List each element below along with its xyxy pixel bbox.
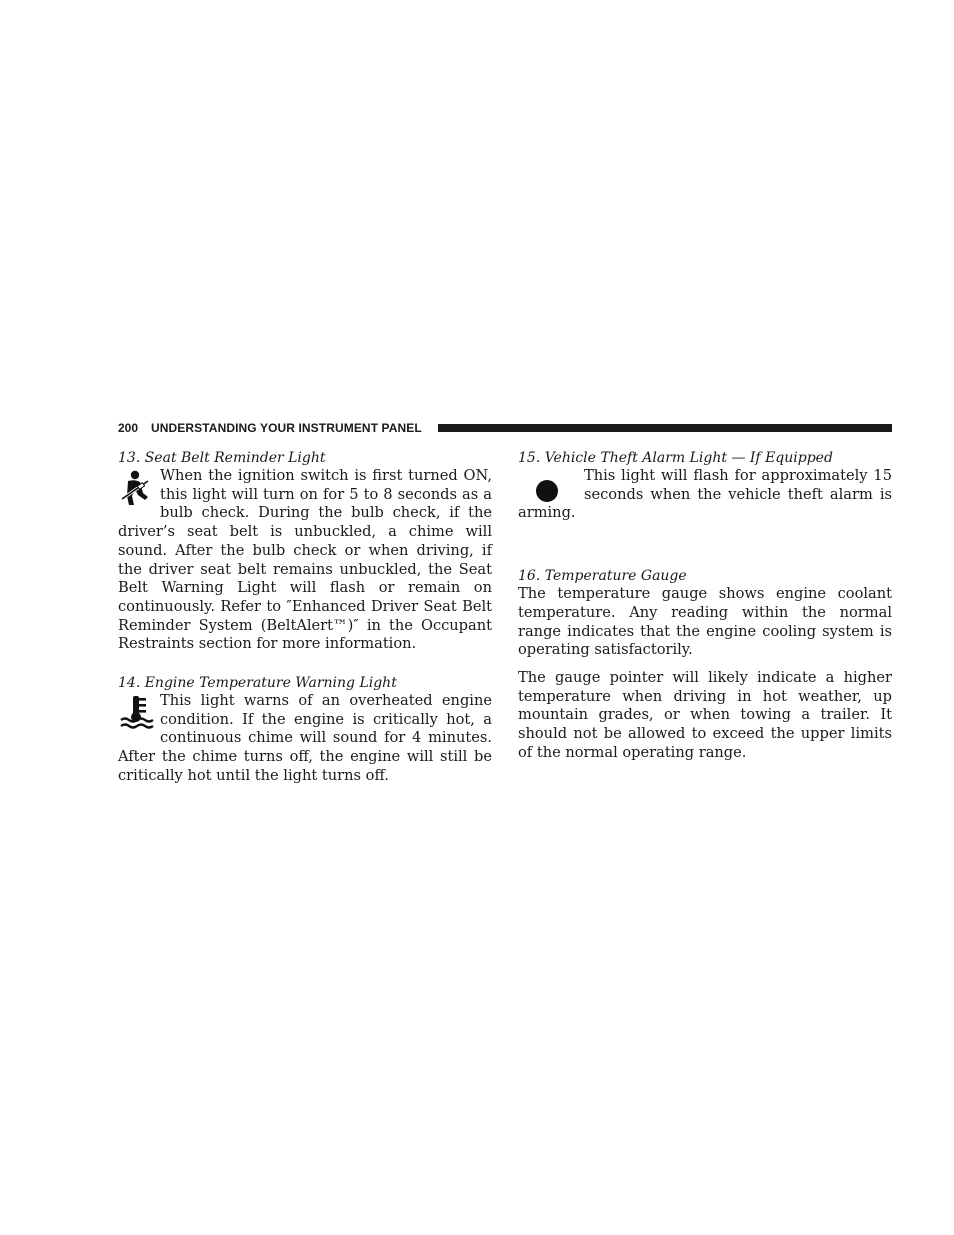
- theft-alarm-dot: [536, 480, 558, 502]
- engine-temperature-icon: [118, 694, 160, 734]
- item-seat-belt-reminder: [118, 449, 492, 654]
- item-body: When the ignition switch is first turned ON, this light will turn on for 5 to 8 seconds as a bulb check. During the bulb check, if the driver’s seat belt is unbuckled, a chime will sound. After the bulb check or when driving, if the driver seat belt remains unbuckled, the Seat Belt Warning Light will flash or remain on continuously. Refer to ″Enhanced Driver Seat Belt Reminder System (BeltAlert™)″ in the Occupant Restraints section for more information.: [118, 467, 492, 653]
- item-title: 14. Engine Temperature Warning Light: [118, 675, 397, 692]
- item-body-paragraph: The gauge pointer will likely indicate a higher temperature when driving in hot weather, up mountain grades, or when towing a trailer. It should not be allowed to exceed the upper limits of the normal operating range.: [518, 668, 892, 761]
- item-title: 13. Seat Belt Reminder Light: [118, 450, 326, 466]
- item-title: 15. Vehicle Theft Alarm Light — If Equipped: [518, 450, 833, 466]
- item-body: This light warns of an overheated engine condition. If the engine is critically hot, a continuous chime will sound for 4 minutes. After the chime turns off, the engine will still be critically hot until the light turns off.: [118, 692, 492, 784]
- page-header: [118, 420, 892, 436]
- header-rule: [438, 424, 892, 432]
- page-number: 200: [118, 421, 139, 435]
- item-vehicle-theft-alarm: [518, 449, 892, 523]
- item-title: 16. Temperature Gauge: [518, 568, 687, 585]
- section-title: UNDERSTANDING YOUR INSTRUMENT PANEL: [151, 421, 422, 435]
- item-body: This light will flash for approximately 15 seconds when the vehicle theft alarm is arming.: [518, 467, 892, 522]
- right-column: [518, 449, 892, 780]
- left-column: [118, 449, 492, 804]
- theft-alarm-dot-icon: [518, 467, 584, 503]
- item-engine-temperature-warning: [118, 674, 492, 786]
- item-body-paragraph: The temperature gauge shows engine coolant temperature. Any reading within the normal range indicates that the engine cooling system is operating satisfactorily.: [518, 585, 892, 659]
- item-temperature-gauge: [518, 567, 892, 762]
- seat-belt-icon: [118, 469, 160, 509]
